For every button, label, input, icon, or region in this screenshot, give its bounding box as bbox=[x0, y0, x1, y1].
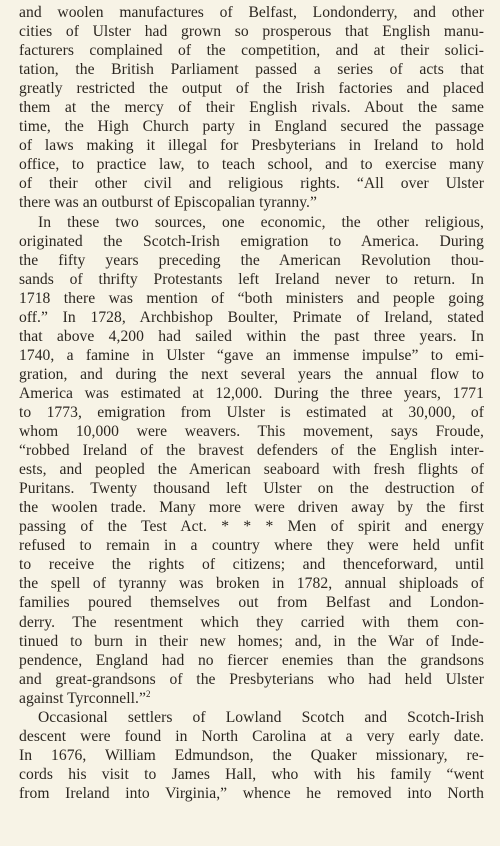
text-line: greatly restricted the output of the Irish factories and placed bbox=[19, 80, 484, 98]
text-line: ests, and peopled the American seaboard with fresh flights of bbox=[19, 461, 484, 479]
text-line: from Ireland into Virginia,” whence he removed into North bbox=[19, 784, 484, 802]
text-line: pendence, England had no fiercer enemies than the grandsons bbox=[19, 651, 484, 669]
text-line: the woolen trade. Many more were driven away by the first bbox=[19, 499, 484, 517]
text-line: “robbed Ireland of the bravest defenders of the English inter- bbox=[19, 442, 484, 460]
text-line: cords his visit to James Hall, who with his family “went bbox=[19, 765, 484, 783]
text-line: to 1773, emigration from Ulster is estimated at 30,000, of bbox=[19, 403, 484, 421]
text-line: families poured themselves out from Belfast and London- bbox=[19, 594, 484, 612]
text-line: tinued to burn in their new homes; and, in the War of Inde- bbox=[19, 632, 484, 650]
text-line: and woolen manufactures of Belfast, Londonderry, and other bbox=[19, 4, 484, 21]
text-line bbox=[19, 689, 484, 708]
footnote-ref: 2 bbox=[145, 688, 151, 699]
text-line: tation, the British Parliament passed a series of acts that bbox=[19, 61, 484, 79]
text-line: the spell of tyranny was broken in 1782, annual shiploads of bbox=[19, 575, 484, 593]
text-line: In these two sources, one economic, the other religious, bbox=[38, 213, 484, 231]
text-line-content: against Tyrconnell.” bbox=[19, 689, 146, 707]
text-line: 1740, a famine in Ulster “gave an immense impulse” to emi- bbox=[19, 346, 484, 364]
text-line: them at the mercy of their English rivals. About the same bbox=[19, 99, 484, 117]
text-line: there was an outburst of Episcopalian tyranny.” bbox=[19, 194, 317, 212]
text-line: office, to practice law, to teach school, and to exercise many bbox=[19, 156, 484, 174]
text-line: gration, and during the next several years the annual flow to bbox=[19, 365, 484, 383]
text-line: America was estimated at 12,000. During the three years, 1771 bbox=[19, 384, 484, 402]
paragraph-1 bbox=[19, 3, 484, 213]
paragraph-2 bbox=[19, 213, 484, 708]
text-line: facturers complained of the competition, and at their solici- bbox=[19, 42, 484, 60]
text-line: 1718 there was mention of “both ministers and people going bbox=[19, 289, 484, 307]
text-line: originated the Scotch-Irish emigration to America. During bbox=[19, 232, 484, 250]
paragraph-3 bbox=[19, 708, 484, 803]
text-line: In 1676, William Edmundson, the Quaker missionary, re- bbox=[19, 746, 484, 764]
text-line: derry. The resentment which they carried with them con- bbox=[19, 613, 484, 631]
text-line: of laws making it illegal for Presbyterians in Ireland to hold bbox=[19, 137, 484, 155]
text-line: Occasional settlers of Lowland Scotch and Scotch-Irish bbox=[38, 708, 484, 726]
text-line: of their other civil and religious rights. “All over Ulster bbox=[19, 175, 484, 193]
text-line: off.” In 1728, Archbishop Boulter, Primate of Ireland, stated bbox=[19, 308, 484, 326]
text-line: the fifty years preceding the American Revolution thou- bbox=[19, 251, 484, 269]
text-line: sands of thrifty Protestants left Ireland never to return. In bbox=[19, 270, 484, 288]
text-line: and great-grandsons of the Presbyterians who had held Ulster bbox=[19, 670, 484, 688]
text-line: Puritans. Twenty thousand left Ulster on the destruction of bbox=[19, 480, 484, 498]
text-line: that above 4,200 had sailed within the past three years. In bbox=[19, 327, 484, 345]
text-line: refused to remain in a country where they were held unfit bbox=[19, 537, 484, 555]
text-line: descent were found in North Carolina at a very early date. bbox=[19, 727, 484, 745]
text-line: time, the High Church party in England secured the passage bbox=[19, 118, 484, 136]
text-line: to receive the rights of citizens; and thenceforward, until bbox=[19, 556, 484, 574]
text-line: cities of Ulster had grown so prosperous that English manu- bbox=[19, 23, 484, 41]
text-line: whom 10,000 were weavers. This movement, says Froude, bbox=[19, 423, 484, 441]
text-line: passing of the Test Act. * * * Men of spirit and energy bbox=[19, 518, 484, 536]
